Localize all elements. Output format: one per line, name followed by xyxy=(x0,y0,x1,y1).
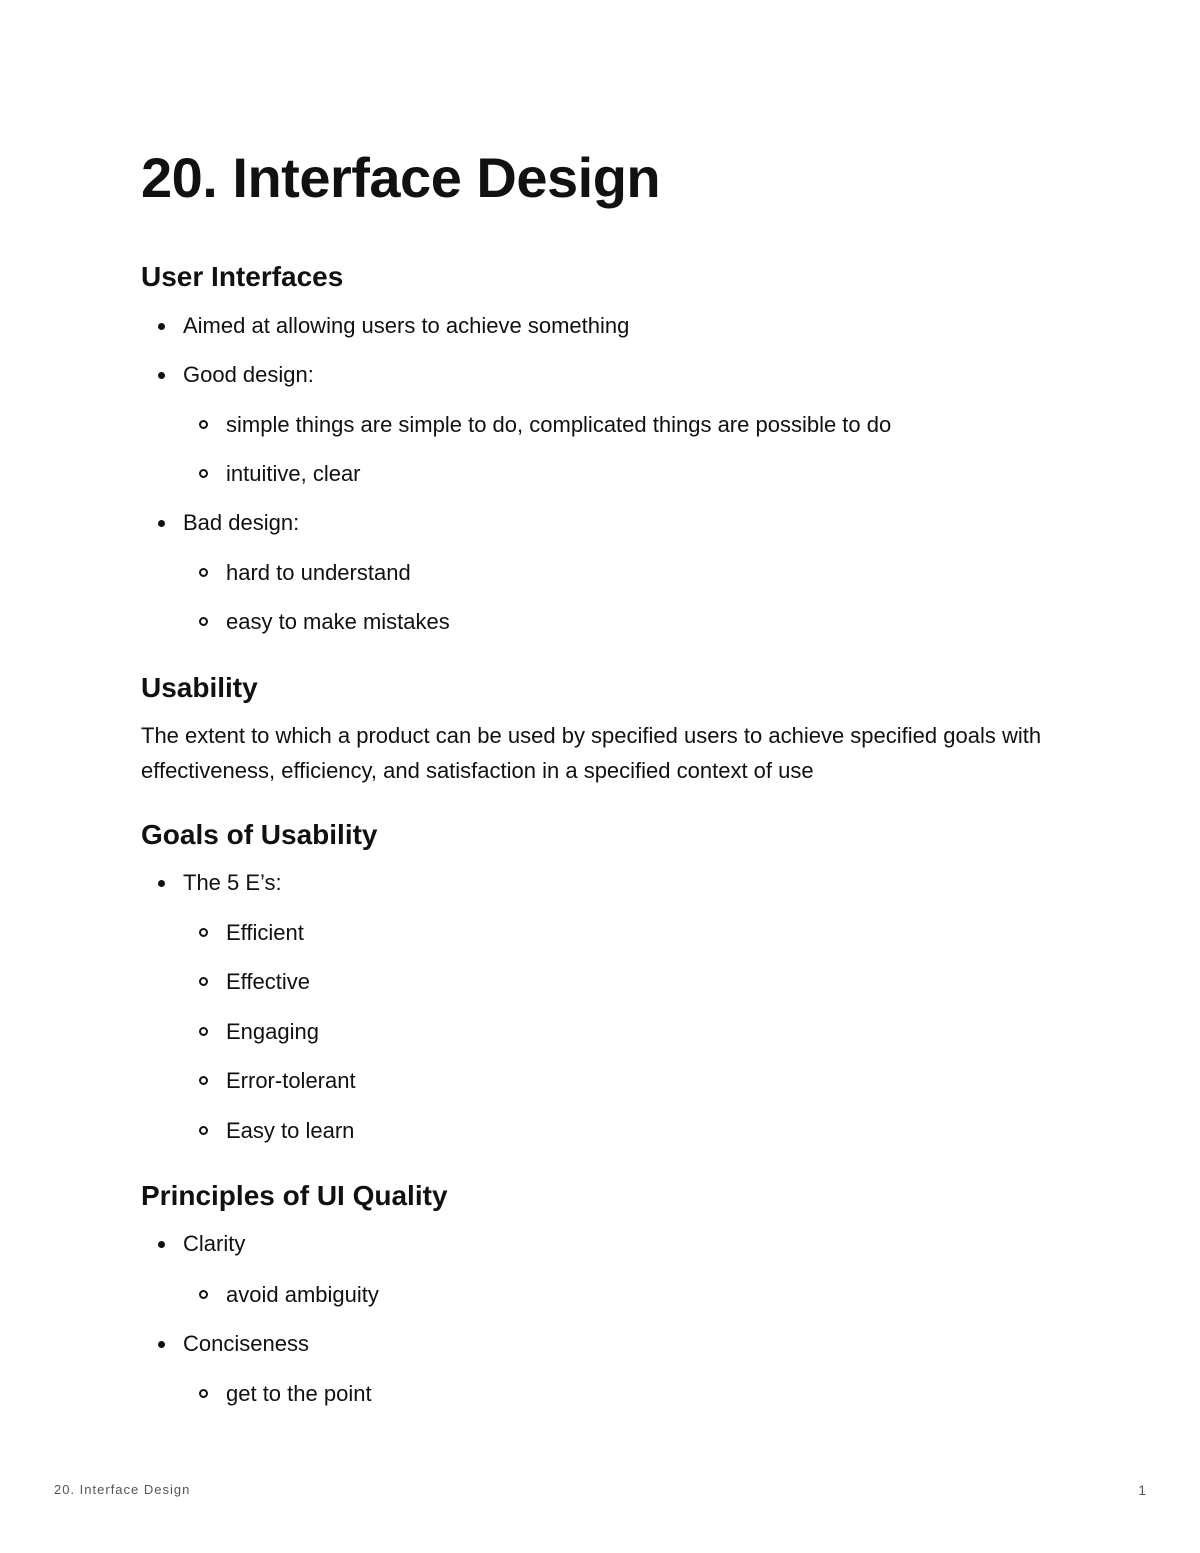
bullet-circle xyxy=(199,617,208,626)
heading-goals-of-usability: Goals of Usability xyxy=(141,819,378,850)
list-item: Conciseness xyxy=(183,1331,309,1356)
bullet-circle xyxy=(199,1126,208,1135)
bullet-dot xyxy=(158,1241,165,1248)
bullet-circle xyxy=(199,420,208,429)
bullet-circle xyxy=(199,1389,208,1398)
list-item: Good design: xyxy=(183,362,314,387)
bullet-circle xyxy=(199,469,208,478)
bullet-dot xyxy=(158,520,165,527)
page-title: 20. Interface Design xyxy=(141,146,661,209)
bullet-circle xyxy=(199,977,208,986)
bullet-dot xyxy=(158,1341,165,1348)
list-item: hard to understand xyxy=(226,560,411,585)
usability-definition: The extent to which a product can be used by specified users to achieve specified goals with effectiveness, efficiency, and satisfaction in a specified context of use xyxy=(141,723,1042,783)
heading-user-interfaces: User Interfaces xyxy=(141,261,344,292)
list-item: Bad design: xyxy=(183,510,300,535)
bullet-dot xyxy=(158,372,165,379)
list-item: get to the point xyxy=(226,1381,372,1406)
list-item: Clarity xyxy=(183,1231,246,1256)
footer-document-title: 20. Interface Design xyxy=(54,1482,191,1497)
bullet-circle xyxy=(199,928,208,937)
list-item: Easy to learn xyxy=(226,1118,355,1143)
heading-usability: Usability xyxy=(141,672,258,703)
list-item: intuitive, clear xyxy=(226,461,361,486)
bullet-dot xyxy=(158,880,165,887)
list-item: Efficient xyxy=(226,920,304,945)
bullet-circle xyxy=(199,1027,208,1036)
bullet-circle xyxy=(199,1076,208,1085)
bullet-dot xyxy=(158,323,165,330)
list-item: Error-tolerant xyxy=(226,1068,356,1093)
list-item: easy to make mistakes xyxy=(226,609,450,634)
list-item: Engaging xyxy=(226,1019,319,1044)
heading-principles-of-ui-quality: Principles of UI Quality xyxy=(141,1180,448,1211)
bullet-circle xyxy=(199,568,208,577)
list-item: Aimed at allowing users to achieve something xyxy=(183,313,630,338)
list-item: Effective xyxy=(226,969,310,994)
bullet-circle xyxy=(199,1290,208,1299)
list-item: The 5 E’s: xyxy=(183,870,282,895)
list-item: avoid ambiguity xyxy=(226,1282,379,1307)
footer-page-number: 1 xyxy=(1138,1482,1146,1498)
list-item: simple things are simple to do, complicated things are possible to do xyxy=(226,412,892,437)
